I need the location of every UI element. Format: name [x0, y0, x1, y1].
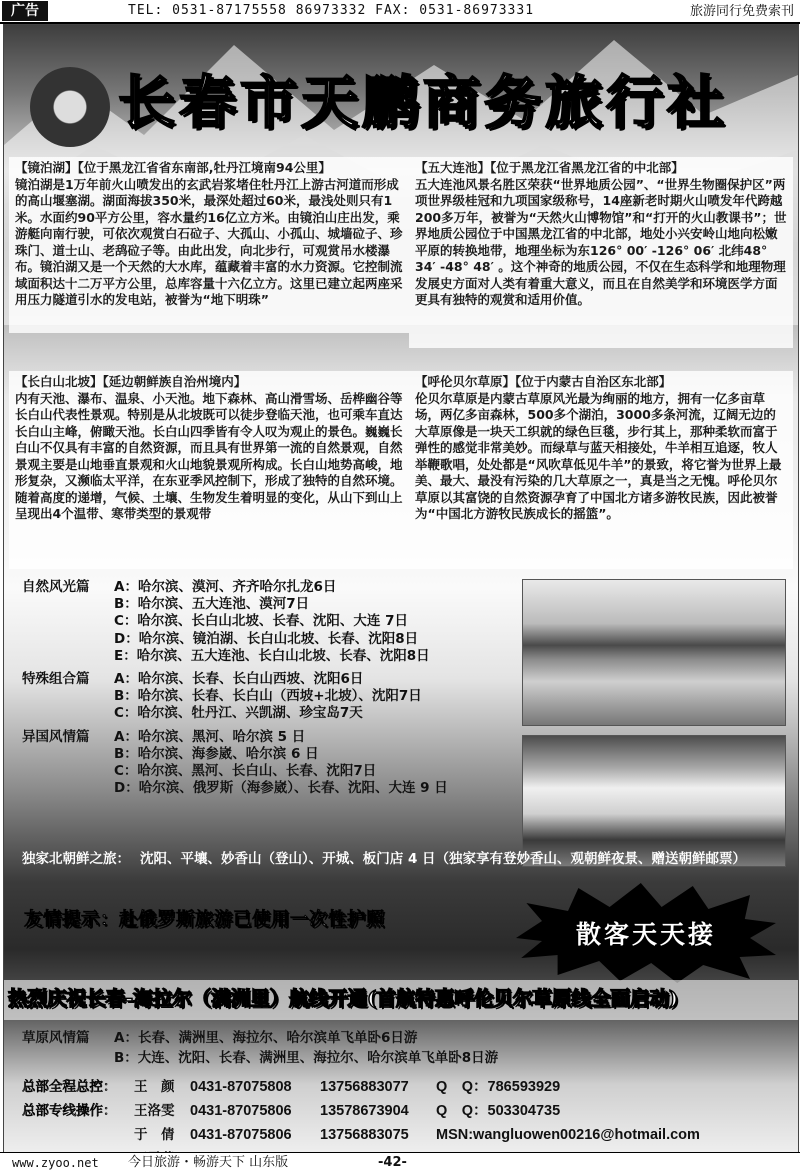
operator-phone: 0431-87075806 — [190, 1103, 292, 1119]
advertisement — [3, 24, 799, 1153]
agency-logo-icon — [30, 67, 110, 147]
route-category: 特殊组合篇 — [22, 671, 90, 688]
route-group-nature — [22, 579, 512, 665]
operator-role — [22, 1123, 134, 1147]
top-strip — [0, 0, 800, 24]
operator-name: 于 倩 — [134, 1127, 175, 1143]
route-category: 草原风情篇 — [22, 1030, 90, 1046]
contact-line: TEL: 0531-87175558 86973332 FAX: 0531-86973331 — [128, 3, 535, 18]
page-number: -42- — [378, 1155, 407, 1170]
spot-heading: 【长白山北坡】【延边朝鲜族自治州境内】 — [15, 374, 247, 389]
route-item: 沈阳、平壤、妙香山（登山）、开城、板门店 4 日（独家享有登妙香山、观朝鲜夜景、赠送朝鲜邮票） — [140, 851, 747, 867]
spot-heading: 【镜泊湖】【位于黑龙江省省东南部,牡丹江境南94公里】 — [15, 160, 331, 175]
free-catalog-note: 旅游同行免费索刊 — [689, 4, 794, 19]
spot-box-jingpo — [9, 157, 409, 333]
route-list — [22, 579, 512, 803]
route-item: D：哈尔滨、俄罗斯（海参崴）、长春、沈阳、大连 9 日 — [114, 780, 448, 797]
spot-box-hulunbuir — [409, 371, 793, 569]
north-korea-tour — [22, 850, 792, 868]
daily-departure-label: 散客天天接 — [575, 920, 716, 949]
route-group-foreign — [22, 729, 512, 798]
celebration-banner: 热烈庆祝长春-海拉尔（满洲里）航线开通(首航特惠呼伦贝尔草原线全面启动) — [8, 987, 679, 1010]
operator-mobile: 13756883075 — [320, 1127, 409, 1143]
crater-lake-photo — [522, 735, 786, 867]
operator-mobile: 13756883077 — [320, 1079, 409, 1095]
operator-im: Q Q：503304735 — [436, 1103, 561, 1119]
footer-slogan: 今日旅游・畅游天下 山东版 — [128, 1155, 289, 1170]
page-footer — [0, 1152, 800, 1173]
route-group-special — [22, 671, 512, 723]
route-item: C：哈尔滨、黑河、长白山、长春、沈阳7日 — [114, 763, 377, 780]
operator-role: 总部全程总控： — [22, 1079, 117, 1095]
route-item: E：哈尔滨、五大连池、长白山北坡、长春、沈阳8日 — [114, 647, 430, 664]
route-item: A：哈尔滨、长春、长白山西坡、沈阳6日 — [114, 671, 364, 688]
ad-tag: 广告 — [2, 1, 48, 21]
route-item: D：哈尔滨、镜泊湖、长白山北坡、长春、沈阳8日 — [114, 630, 419, 647]
operator-im: Q Q：786593929 — [436, 1079, 561, 1095]
route-item: B：哈尔滨、长春、长白山（西坡+北坡）、沈阳7日 — [114, 688, 422, 705]
spot-description: 五大连池风景名胜区荣获“世界地质公园”、“世界生物圈保护区”两项世界级桂冠和九项国家级称号，14座新老时期火山喷发年代跨越200多万年，被誉为“天然火山博物馆”和“打开的火山教课书”；世界地质公园位于中国黑龙江省的中北部，地处小兴安岭山地向松嫩平原的转换地带，地理坐标为东126° 00′ -126° 06′ 北纬48° 34′ -48° 48′ 。这个神奇的地质公园，不仅在生态科学和地理物理发展史方面对人类有着重大意义，而且在自然美学和环境医学方面更具有独特的观赏和适用价值。 — [415, 176, 787, 307]
operator-name: 王洛雯 — [134, 1103, 175, 1119]
spot-box-changbaishan — [9, 371, 409, 569]
spot-heading: 【五大连池】【位于黑龙江省黑龙江省的中北部】 — [415, 160, 684, 175]
operator-phone: 0431-87075806 — [190, 1127, 292, 1143]
friendly-tip: 友情提示：赴俄罗斯旅游已使用一次性护照 — [24, 909, 385, 930]
spot-description: 内有天池、瀑布、温泉、小天池。地下森林、高山滑雪场、岳桦幽谷等长白山代表性景观。特别是从北坡既可以徒步登临天池，也可乘车直达长白山主峰，俯瞰天池。长白山四季皆有令人叹为观止的景色。巍巍长白山不仅具有丰富的自然资源，而且具有世界第一流的自然景观，自然景观主要是山地垂直景观和火山地貌景观所构成。长白山地势高峻，地形复杂，又濒临太平洋，在东亚季风控制下，形成了独特的自然环境。随着高度的递增，气候、土壤、生物发生着明显的变化，从山下到山上呈现出4个温带、寒带类型的景观带 — [15, 390, 403, 521]
route-item: B：哈尔滨、五大连池、漠河7日 — [114, 596, 310, 613]
route-item: A：哈尔滨、漠河、齐齐哈尔扎龙6日 — [114, 579, 337, 595]
agency-name: 长春市天鹏商务旅行社 — [118, 69, 728, 136]
spot-heading: 【呼伦贝尔草原】【位于内蒙古自治区东北部】 — [415, 374, 672, 389]
route-item: C：哈尔滨、长白山北坡、长春、沈阳、大连 7日 — [114, 613, 409, 630]
spot-box-wudalianchi — [409, 157, 793, 348]
operator-im: MSN:wangluowen00216@hotmail.com — [436, 1127, 700, 1143]
operator-name: 王 颜 — [134, 1079, 175, 1095]
spot-description: 伦贝尔草原是内蒙古草原风光最为绚丽的地方，拥有一亿多亩草场，两亿多亩森林，500多个湖泊，3000多条河流，辽阔无边的大草原像是一块天工织就的绿色巨毯，步行其上，那种柔软而富于弹性的感觉非常美妙。而绿草与蓝天相接处，牛羊相互追逐，牧人举鞭歌唱，处处都是“风吹草低见牛羊”的景致，将它誉为世界上最美、最大、最没有污染的几大草原之一，真是当之无愧。呼伦贝尔草原以其富饶的自然资源孕育了中国北方诸多游牧民族，因此被誉为“中国北方游牧民族成长的摇篮”。 — [415, 390, 782, 521]
route-item: A：长春、满洲里、海拉尔、哈尔滨单飞单卧6日游 — [114, 1030, 418, 1046]
operator-phone: 0431-87075808 — [190, 1079, 292, 1095]
route-item: B：哈尔滨、海参崴、哈尔滨 6 日 — [114, 745, 319, 762]
route-category: 自然风光篇 — [22, 579, 90, 595]
route-item: C：哈尔滨、牡丹江、兴凯湖、珍宝岛7天 — [114, 705, 363, 722]
lake-photo — [522, 579, 786, 726]
operator-mobile: 13578673904 — [320, 1103, 409, 1119]
route-item: A：哈尔滨、黑河、哈尔滨 5 日 — [114, 728, 306, 745]
route-item: B：大连、沈阳、长春、满洲里、海拉尔、哈尔滨单飞单卧8日游 — [114, 1050, 499, 1066]
route-category: 独家北朝鲜之旅： — [22, 851, 130, 867]
footer-website: www.zyoo.net — [12, 1156, 99, 1170]
route-category: 异国风情篇 — [22, 728, 90, 745]
contact-operators — [22, 1075, 792, 1153]
operator-row — [22, 1075, 792, 1099]
operator-role: 总部专线操作： — [22, 1103, 117, 1119]
operator-row — [22, 1123, 792, 1147]
grassland-routes — [22, 1028, 782, 1068]
spot-description: 镜泊湖是1万年前火山喷发出的玄武岩浆堵住牡丹江上游古河道而形成的高山堰塞湖。湖面海拔350米，最深处超过60米，最浅处则只有1米。水面约90平方公里，容水量约16亿立方米。由镜泊山庄出发，乘游艇向南行驶，可依次观赏白石砬子、大孤山、小孤山、城墙砬子、珍珠门、道士山、老鸹砬子等。由此出发，向北步行，可观赏吊水楼瀑布。镜泊湖又是一个天然的大水库，蕴藏着丰富的水力资源。它控制流域面积达十二万平方公里，总库容量十六亿立方。这里已建立起两座采用压力隧道引水的发电站，被誉为“地下明珠” — [15, 176, 403, 307]
operator-row — [22, 1099, 792, 1123]
